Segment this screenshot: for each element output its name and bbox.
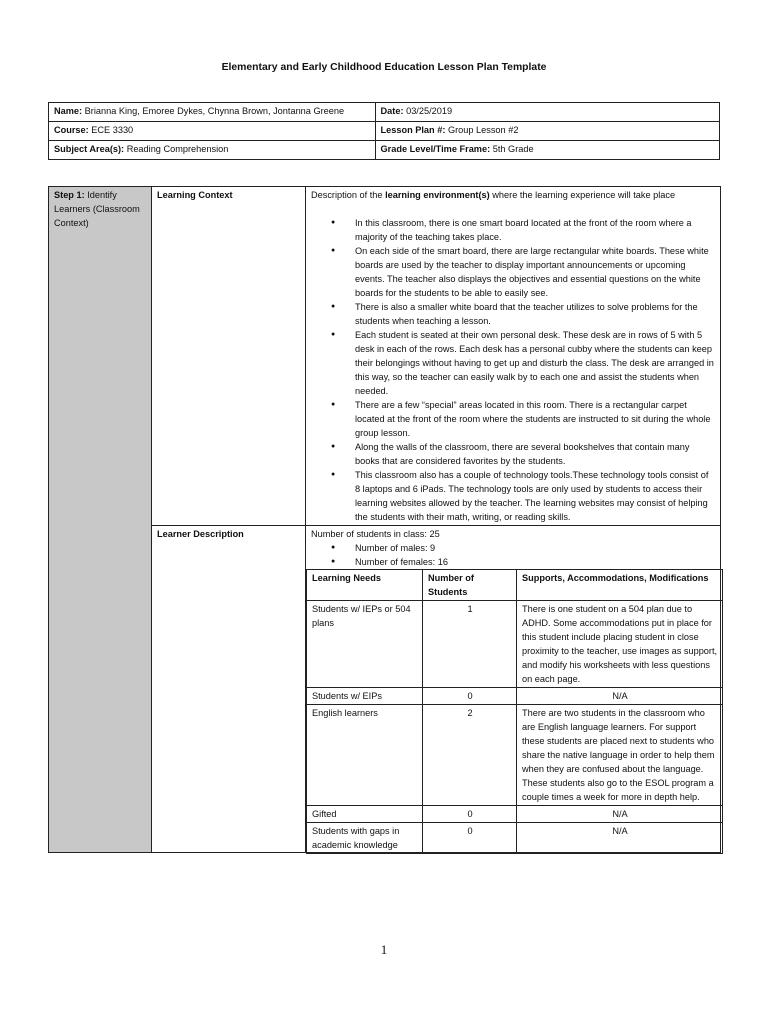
table-row [307, 823, 723, 854]
list-item: ● There is also a smaller white board that the teacher utilizes to solve problems for the students when teaching a lesson. [355, 300, 716, 328]
list-item: ● Number of females: 16 [355, 555, 716, 569]
subject-value: Reading Comprehension [126, 144, 229, 154]
column-header-text: Number of Students [428, 573, 474, 597]
learning-need-cell: Students w/ EIPs [307, 688, 423, 705]
lesson-plan-value: Group Lesson #2 [447, 125, 519, 135]
step-description: Identify Learners (Classroom Context) [54, 190, 140, 228]
grade-cell [375, 141, 719, 160]
name-value: Brianna King, Emoree Dykes, Chynna Brown, Jontanna Greene [84, 106, 345, 116]
lesson-plan-label: Lesson Plan #: [380, 125, 446, 135]
student-count-cell: 0 [423, 688, 517, 705]
list-item: ● In this classroom, there is one smart board located at the front of the room where a majority of the teaching takes place. [355, 216, 716, 244]
date-value: 03/25/2019 [406, 106, 453, 116]
column-header [517, 570, 723, 601]
table-row [307, 601, 723, 688]
subject-label: Subject Area(s): [54, 144, 125, 154]
name-cell [49, 103, 376, 122]
course-value: ECE 3330 [91, 125, 134, 135]
learning-context-content [306, 187, 721, 526]
table-row [307, 688, 723, 705]
support-cell: N/A [517, 688, 723, 705]
header-row [49, 141, 720, 160]
list-item: ● This classroom also has a couple of technology tools.These technology tools consist of 8 laptops and 6 iPads. The technology tools are only used by students to access their learning websites allowed by the teacher. The learning websites may consist of helping the students with their math, writing, or reading skills. [355, 468, 716, 524]
course-cell [49, 122, 376, 141]
date-cell [375, 103, 719, 122]
intro-bold-text: learning environment(s) [385, 190, 490, 200]
student-count-cell: 0 [423, 806, 517, 823]
student-count-cell: 0 [423, 823, 517, 854]
learner-description-heading: Learner Description [157, 529, 244, 539]
learning-need-cell: English learners [307, 705, 423, 806]
page-number: 1 [380, 942, 388, 957]
table-row [307, 705, 723, 806]
column-header-text: Learning Needs [312, 573, 381, 583]
learning-need-cell: Students with gaps in academic knowledge [307, 823, 423, 854]
learning-context-heading: Learning Context [157, 190, 233, 200]
list-item: ● Number of males: 9 [355, 541, 716, 555]
gender-bullet-list [311, 541, 716, 569]
list-item: ● Each student is seated at their own personal desk. These desk are in rows of 5 with 5 desk in each of the rows. Each desk has a personal cubby where the students can keep their belongings without having to get up and disturb the class. The desk are arranged in this way, so the teacher can easily walk by to each one and assist the students when needed. [355, 328, 716, 398]
header-table [48, 102, 720, 160]
grade-value: 5th Grade [492, 144, 534, 154]
document-title: Elementary and Early Childhood Education Lesson Plan Template [221, 62, 547, 73]
environment-intro [311, 188, 716, 202]
header-row [49, 103, 720, 122]
table-row [307, 806, 723, 823]
column-header-text: Supports, Accommodations, Modifications [522, 573, 709, 583]
support-cell: There is one student on a 504 plan due to ADHD. Some accommodations put in place for this student include placing student in close proximity to the teacher, use images as support, and modify his worksheets with less questions on each page. [517, 601, 723, 688]
student-count-cell: 2 [423, 705, 517, 806]
header-row [49, 122, 720, 141]
lesson-plan-cell [375, 122, 719, 141]
learning-context-heading-cell [152, 187, 306, 526]
grade-label: Grade Level/Time Frame: [380, 144, 491, 154]
learning-context-row [49, 187, 721, 526]
list-item: ● On each side of the smart board, there are large rectangular white boards. These white boards are used by the teacher to display important announcements or upcoming events. The teacher also displays the objectives and essential questions on the white boards for the students to be able to easily see. [355, 244, 716, 300]
step-cell [49, 187, 152, 853]
intro-text: Description of the [311, 190, 383, 200]
column-header [307, 570, 423, 601]
support-cell: N/A [517, 806, 723, 823]
column-header [423, 570, 517, 601]
support-cell: There are two students in the classroom who are English language learners. For support these students are placed next to students who share the native language in order to help them when they are confused about the language. These students also go to the ESOL program a couple times a week for more in depth help. [517, 705, 723, 806]
table-header-row [307, 570, 723, 601]
course-label: Course: [54, 125, 89, 135]
learner-description-heading-cell [152, 526, 306, 853]
step-label: Step 1: [54, 190, 85, 200]
name-label: Name: [54, 106, 83, 116]
environment-bullet-list [311, 216, 716, 524]
lesson-plan-table [48, 186, 721, 853]
learning-needs-table [306, 569, 723, 854]
learner-description-content [306, 526, 721, 853]
support-cell: N/A [517, 823, 723, 854]
date-label: Date: [380, 106, 404, 116]
student-count-cell: 1 [423, 601, 517, 688]
subject-cell [49, 141, 376, 160]
learning-need-cell: Students w/ IEPs or 504 plans [307, 601, 423, 688]
list-item: ● There are a few “special” areas located in this room. There is a rectangular carpet located at the front of the room where the students are instructed to sit during the whole group lesson. [355, 398, 716, 440]
learning-need-cell: Gifted [307, 806, 423, 823]
student-count: Number of students in class: 25 [311, 529, 440, 539]
list-item: ● Along the walls of the classroom, there are several bookshelves that contain many books that are considered favorites by the students. [355, 440, 716, 468]
intro-text-end: where the learning experience will take place [492, 190, 676, 200]
